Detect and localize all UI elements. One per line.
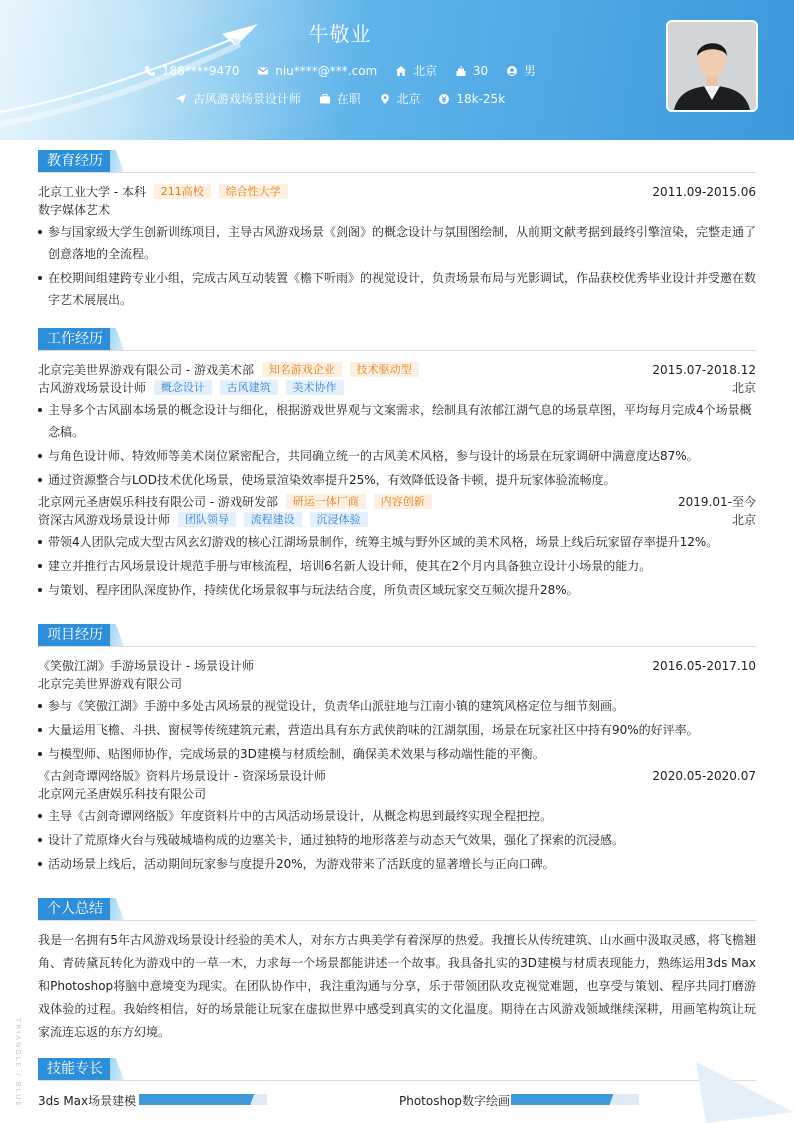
cake-icon xyxy=(455,65,467,77)
email-info xyxy=(257,64,377,78)
work-title: 工作经历 xyxy=(38,328,112,350)
major-row xyxy=(38,201,756,219)
education-school-row xyxy=(38,183,756,201)
intent-city-info xyxy=(379,90,421,107)
money-icon xyxy=(438,93,450,105)
home-icon xyxy=(395,65,407,77)
phone-info xyxy=(144,64,239,78)
age-info xyxy=(455,64,488,78)
skill-level-bar xyxy=(139,1094,267,1105)
avatar-image xyxy=(668,22,756,110)
school-tag: 211高校 xyxy=(154,184,211,199)
job-date: 2019.01-至今 xyxy=(678,495,756,509)
skills-section xyxy=(38,1058,756,1081)
phone-icon xyxy=(144,65,156,77)
major-name: 数字媒体艺术 xyxy=(38,203,111,217)
corner-triangle-decoration xyxy=(696,1062,794,1123)
status-info xyxy=(319,90,361,107)
summary-section xyxy=(38,898,756,1044)
education-title: 教育经历 xyxy=(38,150,112,172)
education-bullet: 参与国家级大学生创新训练项目，主导古风游戏场景《剑阁》的概念设计与氛围图绘制，从前期文献考据到最终引擎渲染，完整走通了创意落地的全流程。 xyxy=(38,221,756,265)
mail-icon xyxy=(257,65,269,77)
company-tag: 知名游戏企业 xyxy=(262,362,342,377)
project-date: 2016.05-2017.10 xyxy=(652,659,756,673)
gender-info xyxy=(506,62,536,79)
project-name-row xyxy=(38,767,756,785)
send-icon xyxy=(175,93,187,105)
education-bullet: 在校期间组建跨专业小组，完成古风互动装置《檐下听雨》的视觉设计，负责场景布局与光影调试，作品获校优秀毕业设计并受邀在数字艺术展展出。 xyxy=(38,267,756,311)
phone-number: 188****9470 xyxy=(161,63,240,78)
role-tag: 美术协作 xyxy=(286,380,344,395)
contact-row xyxy=(0,62,680,80)
job-company: 北京完美世界游戏有限公司 - 游戏美术部 xyxy=(38,363,254,377)
projects-section xyxy=(38,624,756,875)
project-bullet: 设计了荒原烽火台与残破城墙构成的边塞关卡，通过独特的地形落差与动态天气效果，强化了探索的沉浸感。 xyxy=(38,829,756,851)
heading-tail-decoration xyxy=(110,1058,124,1080)
school-tag: 综合性大学 xyxy=(219,184,288,199)
location-text: 北京 xyxy=(413,64,438,78)
skills-heading xyxy=(38,1058,756,1081)
heading-tail-decoration xyxy=(110,328,124,350)
email-address: niu****@***.com xyxy=(275,63,378,78)
job-bullet: 与角色设计师、特效师等美术岗位紧密配合，共同确立统一的古风美术风格，参与设计的场景在玩家调研中满意度达87%。 xyxy=(38,445,756,467)
project-company: 北京网元圣唐娱乐科技有限公司 xyxy=(38,787,207,801)
skill-name: Photoshop数字绘画 xyxy=(399,1094,511,1108)
project-bullet: 参与《笑傲江湖》手游中多处古风场景的视觉设计，负责华山派驻地与江南小镇的建筑风格定位与细节刻画。 xyxy=(38,695,756,717)
projects-heading xyxy=(38,624,756,647)
person-icon xyxy=(506,65,518,77)
project-bullet: 活动场景上线后，活动期间玩家参与度提升20%，为游戏带来了活跃度的显著增长与正向口碑。 xyxy=(38,853,756,875)
job-intent-row xyxy=(0,90,680,108)
summary-text: 我是一名拥有5年古风游戏场景设计经验的美术人，对东方古典美学有着深厚的热爱。我擅长从传统建筑、山水画中汲取灵感，将飞檐翘角、青砖黛瓦转化为游戏中的一草一木，力求每一个场景都能讲述一个故事。我具备扎实的3D建模与材质表现能力，熟练运用3ds Max和Photoshop将脑中意境变为现实。在团队协作中，我注重沟通与分享，乐于带领团队攻克视觉难题，也享受与策划、程序共同打磨游戏体验的过程。我始终相信，好的场景能让玩家在虚拟世界中感受到真实的文化温度。期待在古风游戏领域继续深耕，用画笔构筑让玩家流连忘返的东方幻境。 xyxy=(38,933,756,1039)
job-company: 北京网元圣唐娱乐科技有限公司 - 游戏研发部 xyxy=(38,495,278,509)
job-bullet: 带领4人团队完成大型古风玄幻游戏的核心江湖场景制作，统筹主城与野外区域的美术风格，场景上线后玩家留存率提升12%。 xyxy=(38,531,756,553)
map-pin-icon xyxy=(379,93,391,105)
candidate-name: 牛敬业 xyxy=(308,22,372,46)
role-tag: 沉浸体验 xyxy=(310,512,368,527)
project-date: 2020.05-2020.07 xyxy=(652,769,756,783)
work-heading xyxy=(38,328,756,351)
education-heading xyxy=(38,150,756,173)
summary-heading xyxy=(38,898,756,921)
education-date: 2011.09-2015.06 xyxy=(652,185,756,199)
skill-name: 3ds Max场景建模 xyxy=(38,1094,137,1108)
status-text: 在职 xyxy=(336,92,361,106)
education-section xyxy=(38,150,756,311)
briefcase-icon xyxy=(319,93,331,105)
heading-tail-decoration xyxy=(110,150,124,172)
intent-title: 古风游戏场景设计师 xyxy=(192,92,301,106)
watermark-text: TRIANGLE / BLUE xyxy=(14,1018,22,1108)
job-company-row xyxy=(38,361,756,379)
project-bullet: 主导《古剑奇谭网络版》年度资料片中的古风活动场景设计，从概念构思到最终实现全程把控。 xyxy=(38,805,756,827)
role-tag: 流程建设 xyxy=(244,512,302,527)
skills-title: 技能专长 xyxy=(38,1058,112,1080)
job-role: 古风游戏场景设计师 xyxy=(38,381,147,395)
job-city: 北京 xyxy=(731,513,756,527)
project-company-row xyxy=(38,675,756,693)
job-bullet: 建立并推行古风场景设计规范手册与审核流程，培训6名新人设计师，使其在2个月内具备独立设计小场景的能力。 xyxy=(38,555,756,577)
resume-header xyxy=(0,0,794,140)
job-role-row xyxy=(38,379,756,397)
heading-tail-decoration xyxy=(110,898,124,920)
role-tag: 团队领导 xyxy=(178,512,236,527)
job-bullet: 与策划、程序团队深度协作，持续优化场景叙事与玩法结合度，所负责区域玩家交互频次提升28%。 xyxy=(38,579,756,601)
job-company-row xyxy=(38,493,756,511)
project-bullet: 大量运用飞檐、斗拱、窗棂等传统建筑元素，营造出具有东方武侠韵味的江湖氛围，场景在玩家社区中持有90%的好评率。 xyxy=(38,719,756,741)
skill-level-fill xyxy=(139,1094,254,1105)
role-tag: 概念设计 xyxy=(154,380,212,395)
role-tag: 古风建筑 xyxy=(220,380,278,395)
intent-title-info xyxy=(175,90,301,107)
project-name: 《笑傲江湖》手游场景设计 - 场景设计师 xyxy=(38,659,254,673)
job-date: 2015.07-2018.12 xyxy=(652,363,756,377)
company-tag: 技术驱动型 xyxy=(350,362,419,377)
job-role-row xyxy=(38,511,756,529)
projects-title: 项目经历 xyxy=(38,624,112,646)
job-city: 北京 xyxy=(731,381,756,395)
project-name-row xyxy=(38,657,756,675)
location-info xyxy=(395,62,437,79)
project-company-row xyxy=(38,785,756,803)
job-bullet: 通过资源整合与LOD技术优化场景，使场景渲染效率提升25%，有效降低设备卡顿，提升玩家体验流畅度。 xyxy=(38,469,756,491)
school-name: 北京工业大学 - 本科 xyxy=(38,185,146,199)
project-name: 《古剑奇谭网络版》资料片场景设计 - 资深场景设计师 xyxy=(38,769,326,783)
age-text: 30 xyxy=(472,63,489,78)
skill-level-fill xyxy=(511,1094,613,1105)
work-section xyxy=(38,328,756,601)
company-tag: 研运一体厂商 xyxy=(286,494,366,509)
intent-city: 北京 xyxy=(396,92,421,106)
job-bullet: 主导多个古风副本场景的概念设计与细化，根据游戏世界观与文案需求，绘制具有浓郁江湖气息的场景草图，平均每月完成4个场景概念稿。 xyxy=(38,399,756,443)
company-tag: 内容创新 xyxy=(374,494,432,509)
salary-info xyxy=(438,92,505,106)
salary-text: 18k-25k xyxy=(456,91,506,106)
summary-title: 个人总结 xyxy=(38,898,112,920)
gender-text: 男 xyxy=(524,64,537,78)
heading-tail-decoration xyxy=(110,624,124,646)
project-bullet: 与模型师、贴图师协作，完成场景的3D建模与材质绘制，确保美术效果与移动端性能的平衡。 xyxy=(38,743,756,765)
profile-photo xyxy=(666,20,758,112)
skill-level-bar xyxy=(511,1094,639,1105)
project-company: 北京完美世界游戏有限公司 xyxy=(38,677,183,691)
job-role: 资深古风游戏场景设计师 xyxy=(38,513,171,527)
